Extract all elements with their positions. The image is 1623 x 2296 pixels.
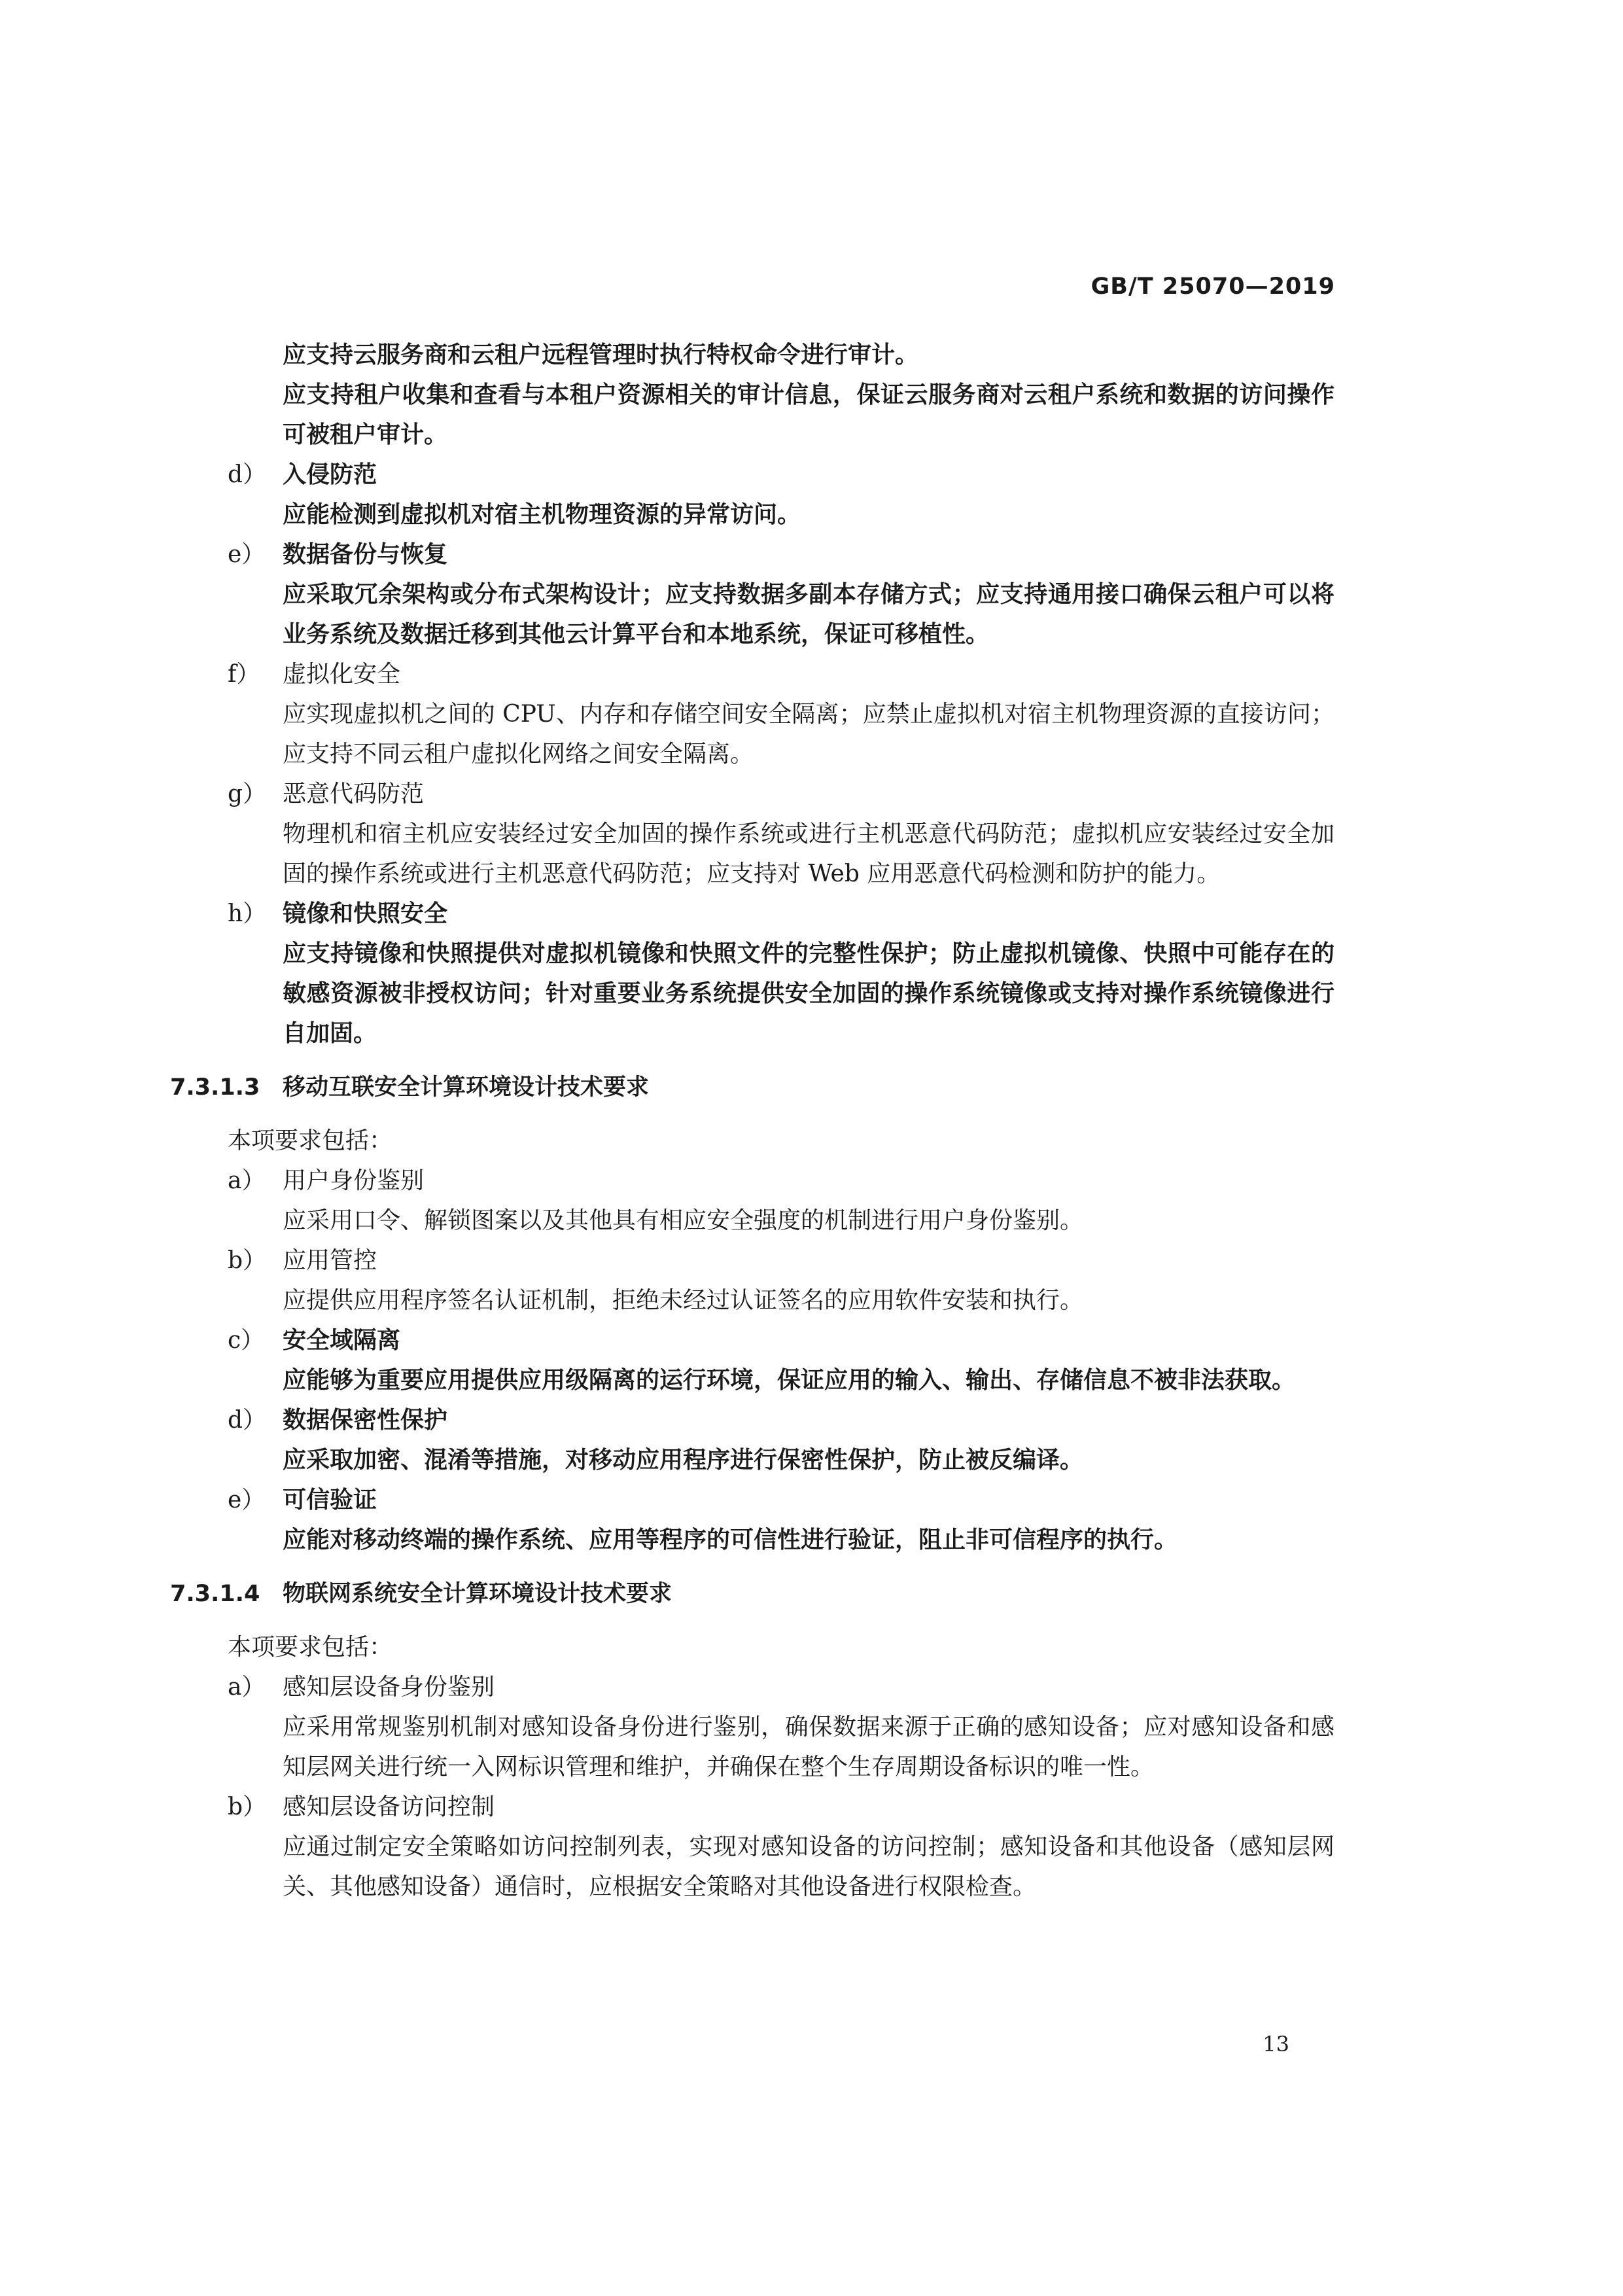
section-title: 物联网系统安全计算环境设计技术要求 xyxy=(283,1581,672,1607)
page-content xyxy=(170,335,1335,1907)
list-item xyxy=(170,1400,1335,1480)
paragraph: 应支持租户收集和查看与本租户资源相关的审计信息，保证云服务商对云租户系统和数据的访问操作可被租户审计。 xyxy=(283,381,1335,448)
item-body: 应实现虚拟机之间的 CPU、内存和存储空间安全隔离；应禁止虚拟机对宿主机物理资源的直接访问；应支持不同云租户虚拟化网络之间安全隔离。 xyxy=(283,701,1335,768)
item-label: b） xyxy=(228,1247,267,1274)
item-title: 感知层设备身份鉴别 xyxy=(283,1674,495,1701)
section-title: 移动互联安全计算环境设计技术要求 xyxy=(283,1074,650,1101)
item-body: 应能对移动终端的操作系统、应用等程序的可信性进行验证，阻止非可信程序的执行。 xyxy=(283,1527,1178,1553)
item-title: 恶意代码防范 xyxy=(283,781,425,807)
item-label: d） xyxy=(228,1407,267,1434)
item-label: a） xyxy=(228,1674,266,1701)
item-body: 应通过制定安全策略如访问控制列表，实现对感知设备的访问控制；感知设备和其他设备（感知层网关、其他感知设备）通信时，应根据安全策略对其他设备进行权限检查。 xyxy=(283,1833,1335,1900)
section-number: 7.3.1.4 xyxy=(170,1581,260,1607)
item-label: g） xyxy=(228,781,267,807)
item-body: 应采用常规鉴别机制对感知设备身份进行鉴别，确保数据来源于正确的感知设备；应对感知设备和感知层网关进行统一入网标识管理和维护，并确保在整个生存周期设备标识的唯一性。 xyxy=(283,1714,1335,1780)
item-body: 应采用口令、解锁图案以及其他具有相应安全强度的机制进行用户身份鉴别。 xyxy=(283,1207,1084,1234)
list-item xyxy=(170,1320,1335,1400)
item-body: 物理机和宿主机应安装经过安全加固的操作系统或进行主机恶意代码防范；虚拟机应安装经过安全加固的操作系统或进行主机恶意代码防范；应支持对 Web 应用恶意代码检测和防护的能力。 xyxy=(283,821,1335,887)
list-item xyxy=(170,535,1335,654)
item-label: b） xyxy=(228,1793,267,1820)
section-number: 7.3.1.3 xyxy=(170,1074,260,1101)
item-label: a） xyxy=(228,1167,266,1194)
item-label: c） xyxy=(228,1327,265,1354)
item-body: 应支持镜像和快照提供对虚拟机镜像和快照文件的完整性保护；防止虚拟机镜像、快照中可能存在的敏感资源被非授权访问；针对重要业务系统提供安全加固的操作系统镜像或支持对操作系统镜像进行自加固。 xyxy=(283,940,1335,1047)
section-intro: 本项要求包括： xyxy=(228,1127,393,1154)
item-title: 安全域隔离 xyxy=(283,1327,401,1354)
section-heading xyxy=(170,1068,1335,1108)
item-title: 可信验证 xyxy=(283,1487,377,1513)
paragraph: 应支持云服务商和云租户远程管理时执行特权命令进行审计。 xyxy=(283,342,919,368)
item-label: e） xyxy=(228,1487,266,1513)
page-number: 13 xyxy=(1263,2032,1289,2057)
list-item xyxy=(170,455,1335,535)
item-label: e） xyxy=(228,541,266,568)
list-item xyxy=(170,1480,1335,1560)
item-title: 感知层设备访问控制 xyxy=(283,1793,495,1820)
item-title: 入侵防范 xyxy=(283,461,377,488)
section-heading xyxy=(170,1574,1335,1614)
item-title: 数据保密性保护 xyxy=(283,1407,448,1434)
document-code: GB/T 25070—2019 xyxy=(1091,274,1335,300)
item-label: h） xyxy=(228,900,267,927)
list-item xyxy=(170,1787,1335,1907)
list-item xyxy=(170,1667,1335,1787)
item-body: 应提供应用程序签名认证机制，拒绝未经过认证签名的应用软件安装和执行。 xyxy=(283,1287,1084,1314)
item-label: f） xyxy=(228,661,260,688)
item-title: 应用管控 xyxy=(283,1247,377,1274)
item-label: d） xyxy=(228,461,267,488)
list-item xyxy=(170,1241,1335,1320)
item-body: 应采取冗余架构或分布式架构设计；应支持数据多副本存储方式；应支持通用接口确保云租户可以将业务系统及数据迁移到其他云计算平台和本地系统，保证可移植性。 xyxy=(283,581,1335,648)
item-title: 虚拟化安全 xyxy=(283,661,401,688)
item-body: 应采取加密、混淆等措施，对移动应用程序进行保密性保护，防止被反编译。 xyxy=(283,1447,1084,1474)
list-item xyxy=(170,654,1335,774)
list-item xyxy=(170,774,1335,894)
item-title: 镜像和快照安全 xyxy=(283,900,448,927)
continued-text xyxy=(170,335,1335,455)
section-intro: 本项要求包括： xyxy=(228,1634,393,1661)
item-title: 用户身份鉴别 xyxy=(283,1167,425,1194)
item-title: 数据备份与恢复 xyxy=(283,541,448,568)
item-body: 应能检测到虚拟机对宿主机物理资源的异常访问。 xyxy=(283,501,801,528)
item-body: 应能够为重要应用提供应用级隔离的运行环境，保证应用的输入、输出、存储信息不被非法获取。 xyxy=(283,1367,1296,1394)
list-item xyxy=(170,894,1335,1053)
list-item xyxy=(170,1161,1335,1241)
